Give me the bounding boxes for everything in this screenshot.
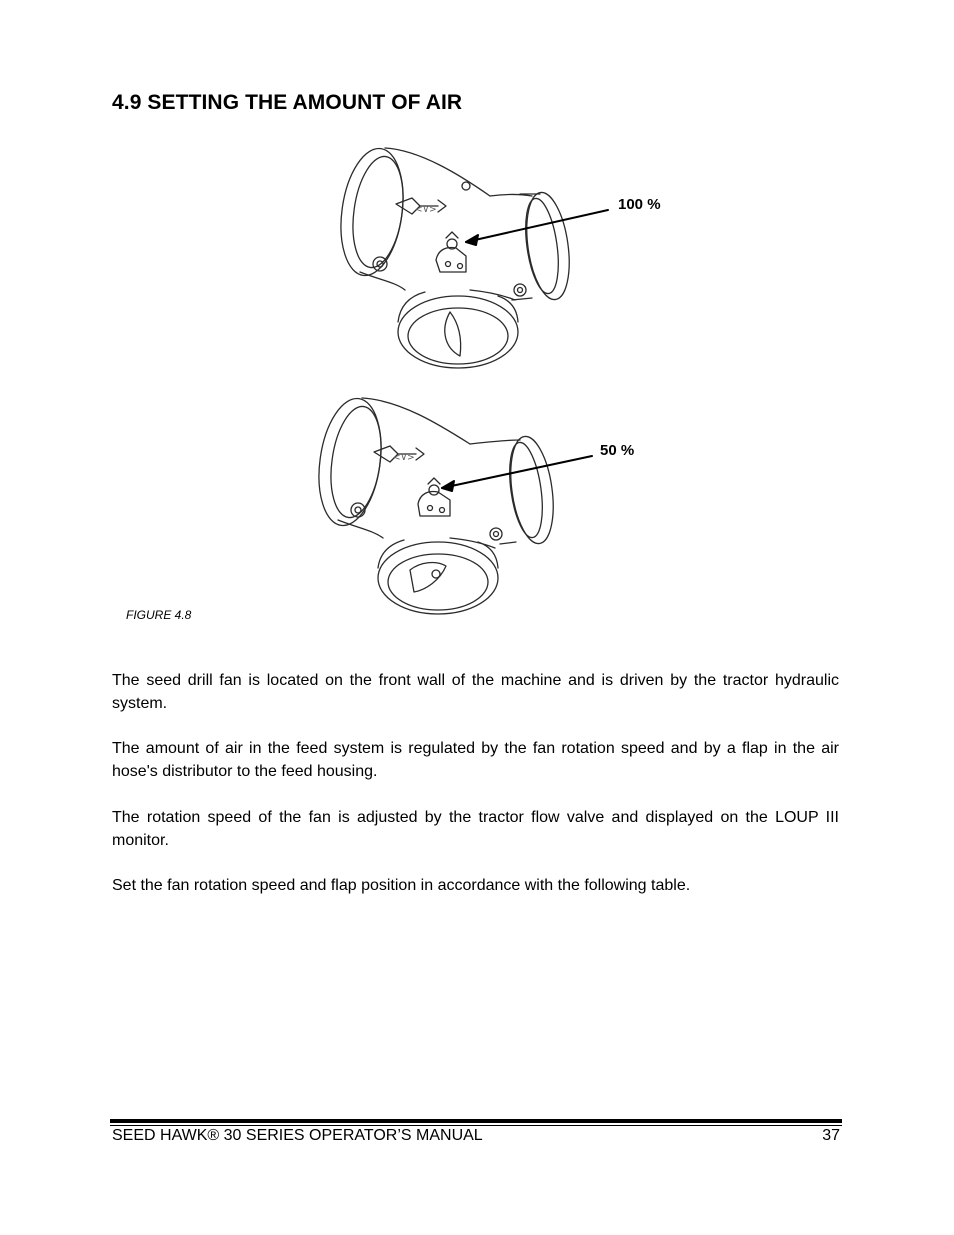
callout-arrow-100: [466, 210, 608, 245]
footer-page-number: 37: [822, 1127, 840, 1144]
paragraph-set-speed: Set the fan rotation speed and flap position in accordance with the following table.: [112, 877, 691, 894]
logo-mark-top: <∨>: [415, 205, 437, 215]
paragraph-rotation-speed: The rotation speed of the fan is adjusted by the tractor flow valve and displayed on the LOUP III monitor.: [112, 809, 839, 849]
distributor-illustration-100: [333, 144, 575, 368]
callout-arrow-50: [442, 456, 592, 491]
paragraph-air-regulation: The amount of air in the feed system is regulated by the fan rotation speed and by a flap in the air hose's distributor to the feed housing.: [112, 740, 839, 780]
figure-caption: FIGURE 4.8: [126, 608, 192, 622]
logo-mark-bottom: <∨>: [393, 453, 415, 463]
paragraph-fan-location: The seed drill fan is located on the front wall of the machine and is driven by the tractor hydraulic system.: [112, 672, 839, 712]
footer-rule-thick: [110, 1119, 842, 1123]
footer-rule-thin: [110, 1125, 842, 1126]
callout-label-100: 100 %: [618, 196, 661, 213]
section-heading: 4.9 SETTING THE AMOUNT OF AIR: [112, 91, 463, 114]
callout-label-50: 50 %: [600, 442, 635, 459]
footer-manual-title: SEED HAWK® 30 SERIES OPERATOR’S MANUAL: [112, 1127, 483, 1144]
distributor-illustration-50: [311, 394, 559, 614]
